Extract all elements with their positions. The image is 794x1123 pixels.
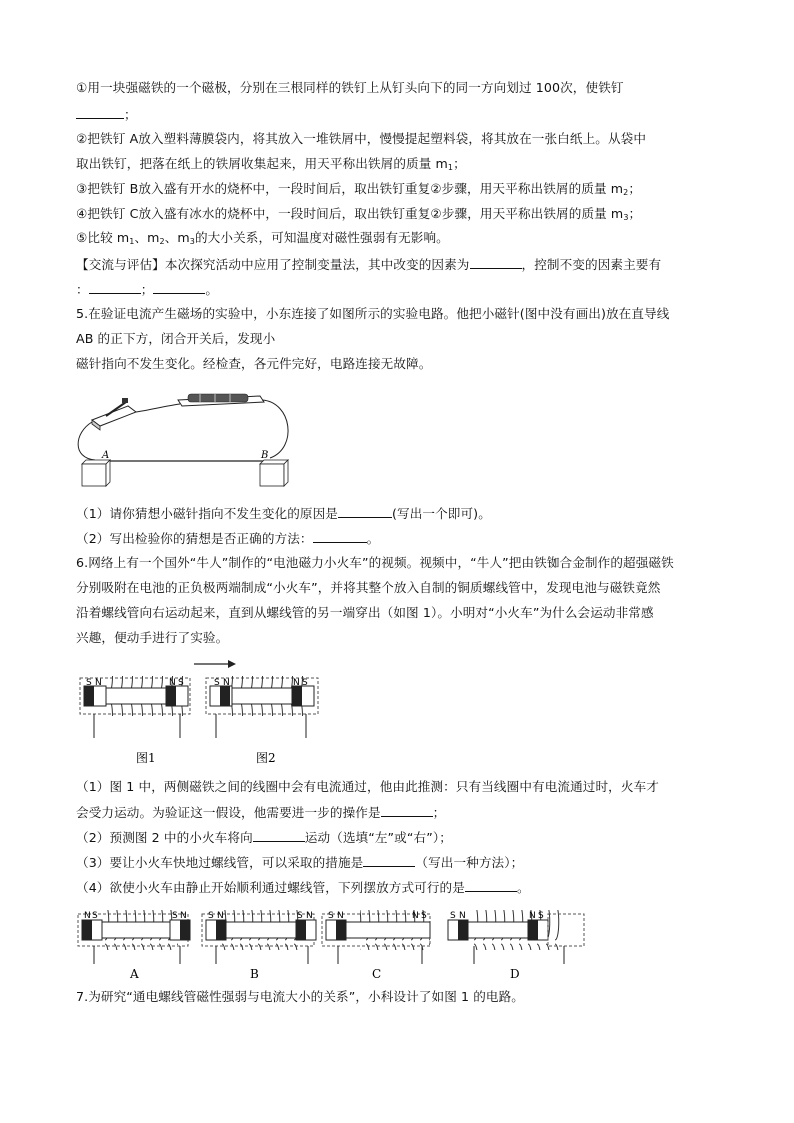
answer-blank[interactable] <box>313 530 367 543</box>
pole-label: N <box>84 911 91 921</box>
answer-blank[interactable] <box>470 256 522 269</box>
pole-label: S <box>450 911 456 921</box>
answer-blank[interactable] <box>76 106 124 119</box>
pole-label: N <box>459 911 466 921</box>
question-6-line-1: 6.网络上有一个国外“牛人”制作的“电池磁力小火车”的视频。视频中，“牛人”把由铁铷合金制作的超强磁铁 <box>76 555 674 570</box>
fig2-pole: S <box>214 678 220 688</box>
question-5-2: （2）写出检验你的猜想是否正确的方法： 。 <box>76 531 380 546</box>
fig1-pole: N <box>169 678 176 688</box>
question-5-line-1: 5.在验证电流产生磁场的实验中，小东连接了如图所示的实验电路。他把小磁针(图中没有画出)放在直导线 <box>76 306 670 321</box>
question-6-2: （2）预测图 2 中的小火车将向 运动（选填“左”或“右”）； <box>76 830 452 845</box>
fig2-pole: S <box>302 678 308 688</box>
train-figures <box>76 656 326 768</box>
line-7: ⑤比较 $m_1$、$m_2$、$m_3$的大小关系，可知温度对磁性强弱有无影响。 <box>76 230 449 246</box>
fig2-pole: N <box>223 678 230 688</box>
label-b: B <box>261 450 269 461</box>
option-d-label: D <box>510 967 520 981</box>
answer-blank[interactable] <box>89 281 141 294</box>
answer-blank[interactable] <box>253 829 305 842</box>
answer-blank[interactable] <box>363 854 415 867</box>
pole-label: S <box>297 911 303 921</box>
pole-label: S <box>92 911 98 921</box>
fig1-pole: S <box>86 678 92 688</box>
option-d-diagram <box>448 910 584 981</box>
fig1-caption: 图1 <box>136 751 156 765</box>
options-figure <box>76 902 588 982</box>
pole-label: N <box>529 911 536 921</box>
line-2: ； <box>76 106 137 123</box>
question-6-4: （4）欲使小火车由静止开始顺利通过螺线管，下列摆放方式可行的是 。 <box>76 880 530 895</box>
option-a-diagram <box>78 910 190 981</box>
line-1: ①用一块强磁铁的一个磁极，分别在三根同样的铁钉上从钉头向下的同一方向划过 100次，使铁钉 <box>76 80 624 95</box>
pole-label: S <box>208 911 214 921</box>
pole-label: N <box>180 911 187 921</box>
answer-blank[interactable] <box>465 879 517 892</box>
pole-label: N <box>412 911 419 921</box>
pole-label: S <box>538 911 544 921</box>
pole-label: N <box>306 911 313 921</box>
option-a-label: A <box>130 967 139 981</box>
pole-label: S <box>172 911 178 921</box>
fig2-pole: N <box>293 678 300 688</box>
question-6-1-line-2: 会受力运动。为验证这一假设，他需要进一步的操作是 ； <box>76 805 446 820</box>
line-4: 取出铁钉，把落在纸上的铁屑收集起来，用天平称出铁屑的质量 $m_1$； <box>76 156 466 172</box>
answer-blank[interactable] <box>381 804 433 817</box>
option-b-diagram <box>202 910 316 981</box>
option-c-diagram <box>322 910 430 981</box>
pole-label: N <box>217 911 224 921</box>
fig1-pole: S <box>178 678 184 688</box>
pole-label: S <box>421 911 427 921</box>
question-6-line-3: 沿着螺线管向右运动起来，直到从螺线管的另一端穿出（如图 1）。小明对“小火车”为什么会运动非常感 <box>76 605 654 620</box>
question-6-line-4: 兴趣，便动手进行了实验。 <box>76 630 229 645</box>
question-5-line-2: AB 的正下方，闭合开关后，发现小 <box>76 331 276 346</box>
line-6: ④把铁钉 C放入盛有冰水的烧杯中，一段时间后，取出铁钉重复②步骤，用天平称出铁屑的质量 $m_3$； <box>76 206 642 222</box>
circuit-figure <box>70 388 302 498</box>
question-6-1-line-1: （1）图 1 中，两侧磁铁之间的线圈中会有电流通过，他由此推测：只有当线圈中有电流通过时，火车才 <box>76 779 659 794</box>
line-5: ③把铁钉 B放入盛有开水的烧杯中，一段时间后，取出铁钉重复②步骤，用天平称出铁屑的质量 $m_2$； <box>76 181 642 197</box>
fig2-caption: 图2 <box>256 751 276 765</box>
option-c-label: C <box>372 967 382 981</box>
option-b-label: B <box>250 967 259 981</box>
answer-blank[interactable] <box>153 281 205 294</box>
answer-blank[interactable] <box>338 505 392 518</box>
question-6-3: （3）要让小火车快地过螺线管，可以采取的措施是 （写出一种方法）； <box>76 855 524 870</box>
pole-label: S <box>328 911 334 921</box>
pole-label: N <box>337 911 344 921</box>
label-a: A <box>102 450 110 461</box>
question-5-1: （1）请你猜想小磁针指向不发生变化的原因是 (写出一个即可)。 <box>76 506 491 521</box>
question-6-line-2: 分别吸附在电池的正负极两端制成“小火车”，并将其整个放入自制的铜质螺线管中，发现电池与磁铁竟然 <box>76 580 661 595</box>
fig1-pole: N <box>95 678 102 688</box>
line-3: ②把铁钉 A放入塑料薄膜袋内，将其放入一堆铁屑中，慢慢提起塑料袋，将其放在一张白纸上。从袋中 <box>76 131 647 146</box>
line-8: 【交流与评估】本次探究活动中应用了控制变量法，其中改变的因素为 ，控制不变的因素主要有 <box>76 257 662 272</box>
question-7: 7.为研究“通电螺线管磁性强弱与电流大小的关系”，小科设计了如图 1 的电路。 <box>76 989 524 1004</box>
question-5-line-3: 磁针指向不发生变化。经检查，各元件完好，电路连接无故障。 <box>76 356 432 371</box>
line-9: ： ； 。 <box>76 282 219 297</box>
